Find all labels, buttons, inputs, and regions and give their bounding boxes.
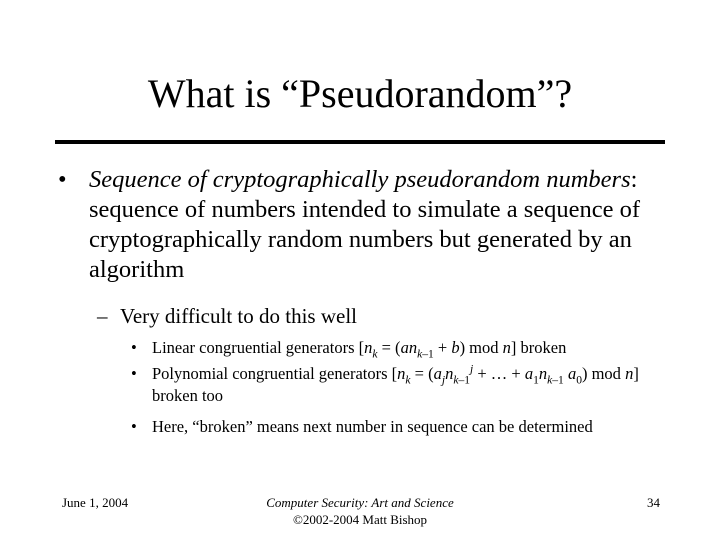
slide-title: What is “Pseudorandom”? (147, 71, 573, 116)
footer-date: June 1, 2004 (62, 495, 129, 510)
footer-book-title: Computer Security: Art and Science (266, 495, 454, 510)
footer-copyright: ©2002-2004 Matt Bishop (292, 512, 428, 527)
title-underline (55, 140, 665, 144)
linear-congruential-text: Linear congruential generators [$n_k = (an_{k-1} + b)$ mod n] broken (152, 338, 567, 361)
footer-page-number: 34 (647, 495, 660, 510)
polynomial-congruential-text: Polynomial congruential generators [$n_k = (a_jn_{k-1}^j$ + … + $a_1n_{k-1}$ $a_0$) mod n] broken too (152, 363, 639, 405)
bullet-term: Sequence of cryptographically pseudorandom numbers (89, 166, 631, 193)
bullet-level2-text: Very difficult to do this well (120, 304, 357, 328)
bullet-text (89, 165, 679, 285)
bullet-marker: • (131, 417, 137, 436)
bullet-marker: • (58, 166, 67, 193)
dash-marker: – (97, 304, 108, 328)
bullet-marker: • (131, 364, 137, 383)
bullet-definition: : sequence of numbers intended to simulate a sequence of cryptographically random numbers but generated by an algorithm (89, 166, 641, 283)
footer-credits (0, 494, 720, 528)
broken-definition-text: Here, “broken” means next number in sequence can be determined (152, 417, 593, 436)
bullet-marker: • (131, 338, 137, 357)
